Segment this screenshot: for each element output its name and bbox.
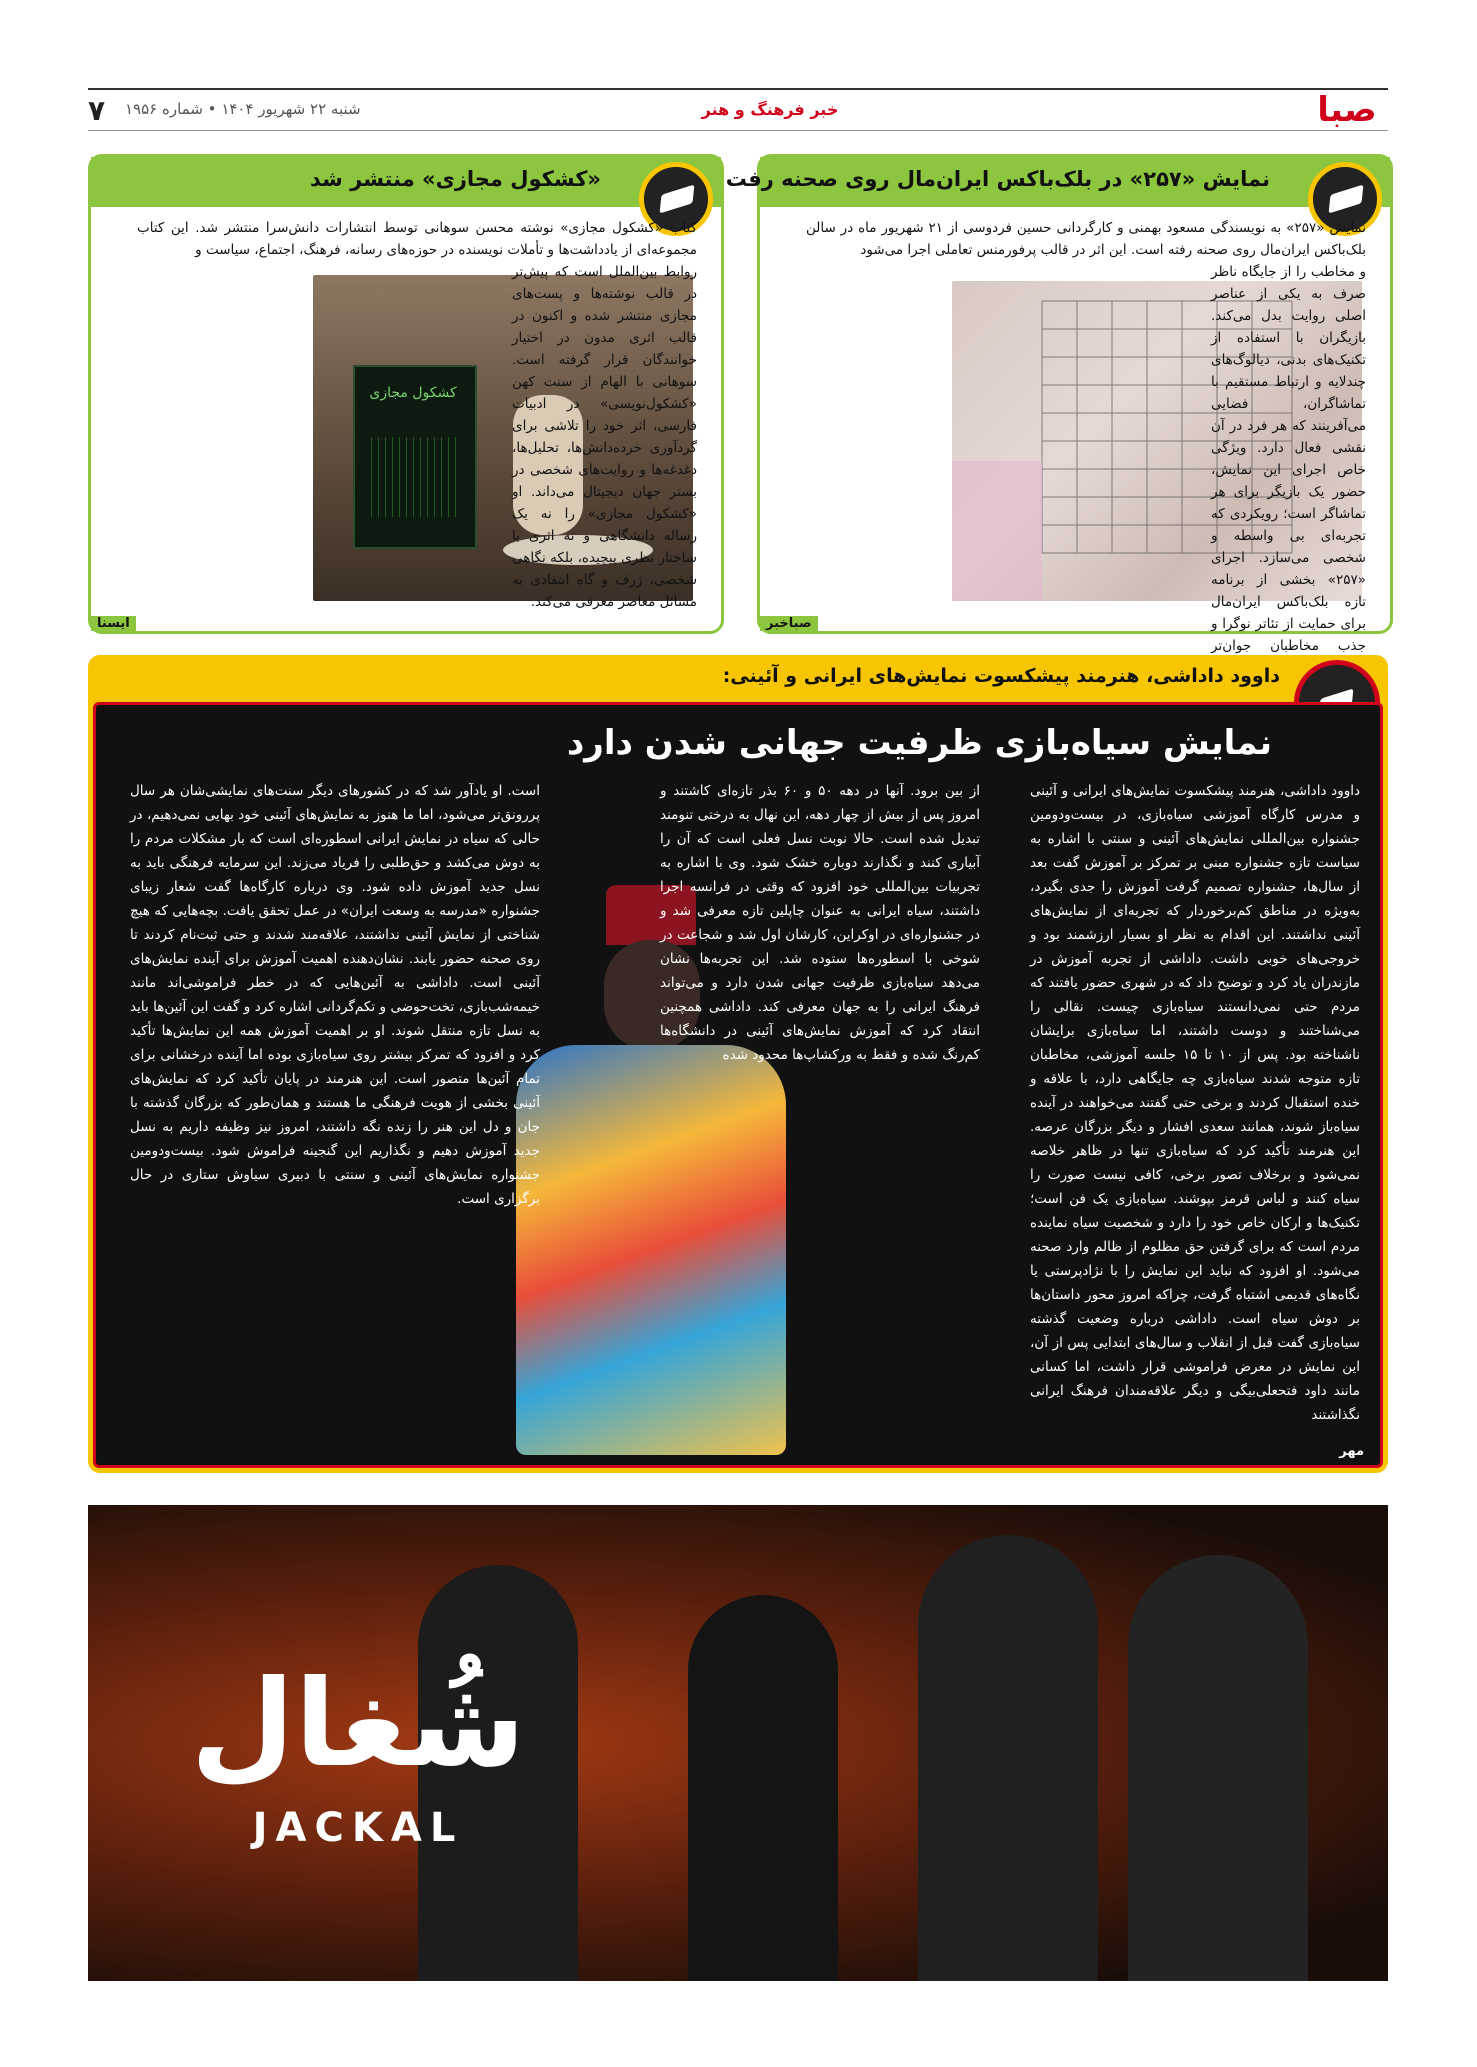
actor-figure-4 (1128, 1555, 1308, 1981)
actor-figure-3 (918, 1535, 1098, 1981)
photo-credit: ایسنا (91, 616, 136, 631)
news-box-257 (725, 154, 1393, 654)
poster-title-en: JACKAL (252, 1805, 464, 1851)
news-box-lead: نمایش «۲۵۷» به نویسندگی مسعود بهمنی و کارگردانی حسین فردوسی از ۲۱ شهریور ماه در سالن بلک‌باکس ایران‌مال روی صحنه رفته است. این اثر در قالب پرفورمنس تعاملی اجرا می‌شود (806, 220, 1366, 258)
feature-kicker: داوود داداشی، هنرمند پیشکسوت نمایش‌های ایرانی و آئینی: (722, 665, 1280, 687)
book-cover (353, 365, 477, 549)
feature-headline: نمایش سیاه‌بازی ظرفیت جهانی شدن دارد (566, 723, 1272, 763)
section-label: خبر فرهنگ و هنر (701, 100, 839, 119)
photo-credit: صباخبر (760, 616, 818, 631)
matrix-pattern (365, 437, 461, 517)
book-cover-title: کشکول مجازی (369, 385, 457, 401)
newspaper-logo[interactable]: صبا (1317, 90, 1377, 130)
news-box-lead: کتاب «کشکول مجازی» نوشته محسن سوهانی توسط انتشارات دانش‌سرا منتشر شد. این کتاب مجموعه‌ای از یادداشت‌ها و تأملات نویسنده در حوزه‌های رسانه، فرهنگ، اجتماع، سیاست و (137, 220, 697, 258)
jackal-poster[interactable] (88, 1505, 1388, 1981)
page-number: ۷ (88, 94, 106, 127)
feature-article (88, 655, 1388, 1473)
poster-title-fa: شُغال (190, 1655, 526, 1794)
news-box-title: «کشکول مجازی» منتشر شد (310, 167, 601, 191)
news-box-body: و مخاطب را از جایگاه ناظر صرف به یکی از عناصر اصلی روایت بدل می‌کند. بازیگران با استفاده از تکنیک‌های بدنی، دیالوگ‌های چندلایه و ارتباط مستقیم با تماشاگران، فضایی می‌آفرینند که هر فرد در آن نقشی فعال دارد. ویژگی خاص اجرای این نمایش، حضور یک بازیگر برای هر تماشاگر است؛ رویکردی که تجربه‌ای بی واسطه و شخصی می‌سازد. اجرای «۲۵۷» بخشی از برنامه تازه بلک‌باکس ایران‌مال برای حمایت از تئاتر نوگرا و جذب مخاطبان جوان‌تر (1211, 264, 1366, 654)
news-box-book (88, 154, 724, 634)
news-box-title-bar (725, 157, 1390, 207)
colorful-robe (516, 1045, 786, 1455)
news-box-title-bar (91, 157, 721, 207)
feature-column-2: از بین برود. آنها در دهه ۵۰ و ۶۰ بذر تازه‌ای کاشتند و امروز پس از بیش از چهار دهه، این نهال به درختی تنومند تبدیل شده است. حالا نوبت نسل فعلی است که آن را آبیاری کنند و نگذارند دوباره خشک شود. وی با اشاره به تجربیات بین‌المللی خود افزود که وقتی در فرانسه اجرا داشتند، سیاه ایرانی به عنوان چاپلین تازه معرفی شد و در جشنواره‌ای در اوکراین، کارشان اول شد و شجاعت در شوخی با اسطوره‌ها ستوده شد. این تجربه‌ها نشان می‌دهد سیاه‌بازی ظرفیت جهانی شدن دارد و می‌تواند فرهنگ ایرانی را به جهان معرفی کند. داداشی همچنین انتقاد کرد که آموزش نمایش‌های آئینی در دانشگاه‌ها کم‌رنگ شده و فقط به ورکشاپ‌ها محدود شده (660, 783, 980, 1063)
photo-credit: مهر (1339, 1444, 1364, 1459)
dateline: شنبه ۲۲ شهریور ۱۴۰۴ • شماره ۱۹۵۶ (125, 100, 361, 118)
feature-column-3: است. او یادآور شد که در کشورهای دیگر سنت‌های نمایشی‌شان هر سال پررونق‌تر می‌شود، اما ما هنوز به نمایش‌های آئینی خود بهایی نمی‌دهیم، در حالی که سیاه در نمایش ایرانی اسطوره‌ای است که بار مشکلات مردم را به دوش می‌کشد و حق‌طلبی را فریاد می‌زند. این سرمایه فرهنگی باید به نسل جدید آموزش داده شود. وی درباره کارگاه‌ها گفت شعار زیبای جشنواره «مدرسه به وسعت ایران» در عمل تحقق یافت. بچه‌هایی که هیچ شناختی از نمایش آئینی نداشتند، علاقه‌مند شدند و حتی ثبت‌نام کردند تا روی صحنه حضور یابند. نشان‌دهنده اهمیت آموزش برای آینده نمایش‌های آئینی است. داداشی به آئین‌هایی که در خطر فراموشی‌اند مانند خیمه‌شب‌بازی، تخت‌حوضی و تکم‌گردانی اشاره کرد و گفت این آئین‌ها باید به نسل تازه منتقل شوند. او بر اهمیت آموزش همه این نمایش‌ها تأکید کرد و افزود که تمرکز بیشتر روی سیاه‌بازی بوده اما آینده درخشانی برای تمام آئین‌ها متصور است. این هنرمند در پایان تأکید کرد که نمایش‌های آئینی بخشی از هویت فرهنگی ما هستند و همان‌طور که بزرگان گذشته با جان و دل این هنر را زنده نگه داشتند، امروز نیز وظیفه داریم به نسل جدید آموزش دهیم و نگذاریم این گنجینه فراموش شود. بیست‌ودومین جشنواره نمایش‌های آئینی و سنتی با دبیری سیاوش ستاری در حال برگزاری است. (130, 783, 540, 1207)
header-rule-bottom (88, 130, 1388, 131)
actor-figure-2 (688, 1595, 838, 1981)
news-box-body: روابط بین‌الملل است که پیش‌تر در قالب نوشته‌ها و پست‌های مجازی منتشر شده و اکنون در قالب اثری مدون در اختیار خوانندگان قرار گرفته است. سوهانی با الهام از سنت کهن «کشکول‌نویسی» در ادبیات فارسی، اثر خود را تلاشی برای گردآوری خرده‌دانش‌ها، تحلیل‌ها، دغدغه‌ها و روایت‌های شخصی در بستر جهان دیجیتال می‌داند. او «کشکول مجازی» را نه یک رساله دانشگاهی و نه اثری با ساختار نظری پیچیده، بلکه نگاهی شخصی، ژرف و گاه انتقادی به مسائل معاصر معرفی می‌کند. (512, 264, 697, 610)
feature-column-1: داوود داداشی، هنرمند پیشکسوت نمایش‌های ایرانی و آئینی و مدرس کارگاه آموزشی سیاه‌بازی، در بیست‌ودومین جشنواره بین‌المللی نمایش‌های آئینی و سنتی با اشاره به سیاست تازه جشنواره مبنی بر تمرکز بر آموزش گفت بعد از سال‌ها، جشنواره تصمیم گرفت آموزش را جدی بگیرد، به‌ویژه در مناطق کم‌برخوردار که تجربه‌ای از نمایش‌های آئینی نداشتند. این اقدام به نظر او بسیار ارزشمند بود و خروجی‌های خوبی داشت. داداشی از تجربه آموزش در مازندران یاد کرد و توضیح داد که در شهری حضور یافتند که مردم حتی نمی‌دانستند سیاه‌بازی چیست. نقالی را می‌شناختند و دوست داشتند، اما سیاه‌بازی برایشان ناشناخته بود. پس از ۱۰ تا ۱۵ جلسه آموزشی، مخاطبان تازه متوجه شدند سیاه‌بازی چه جایگاهی دارد، با علاقه و خنده استقبال کردند و برخی حتی گفتند می‌خواهند در آینده سیاه‌باز شوند، همانند سعدی افشار و دیگر بزرگان عرصه. این هنرمند تأکید کرد که سیاه‌بازی تنها در ظاهر خلاصه نمی‌شود و برخلاف تصور برخی، کافی نیست صورت را سیاه کنند و لباس قرمز بپوشند. سیاه‌بازی یک فن است؛ تکنیک‌ها و ارکان خاص خود را دارد و شخصیت سیاه نماینده مردم است که برای گرفتن حق مظلوم از ظالم وارد صحنه می‌شود. او افزود که نباید این نمایش را با نژادپرستی یا نگاه‌های قدیمی اشتباه گرفت، چراکه امروز محور داستان‌ها بر دوش سیاه است. داداشی درباره وضعیت گذشته سیاه‌بازی گفت قبل از انقلاب و سال‌های ابتدایی پس از آن، این نمایش در معرض فراموشی قرار داشت، اما کسانی مانند داود فتحعلی‌بیگی و دیگر علاقه‌مندان فرهنگ ایرانی نگذاشتند (1030, 783, 1360, 1423)
news-box-title: نمایش «۲۵۷» در بلک‌باکس ایران‌مال روی صحنه رفت (725, 167, 1270, 191)
header-rule (88, 88, 1388, 90)
feature-panel (93, 702, 1383, 1468)
